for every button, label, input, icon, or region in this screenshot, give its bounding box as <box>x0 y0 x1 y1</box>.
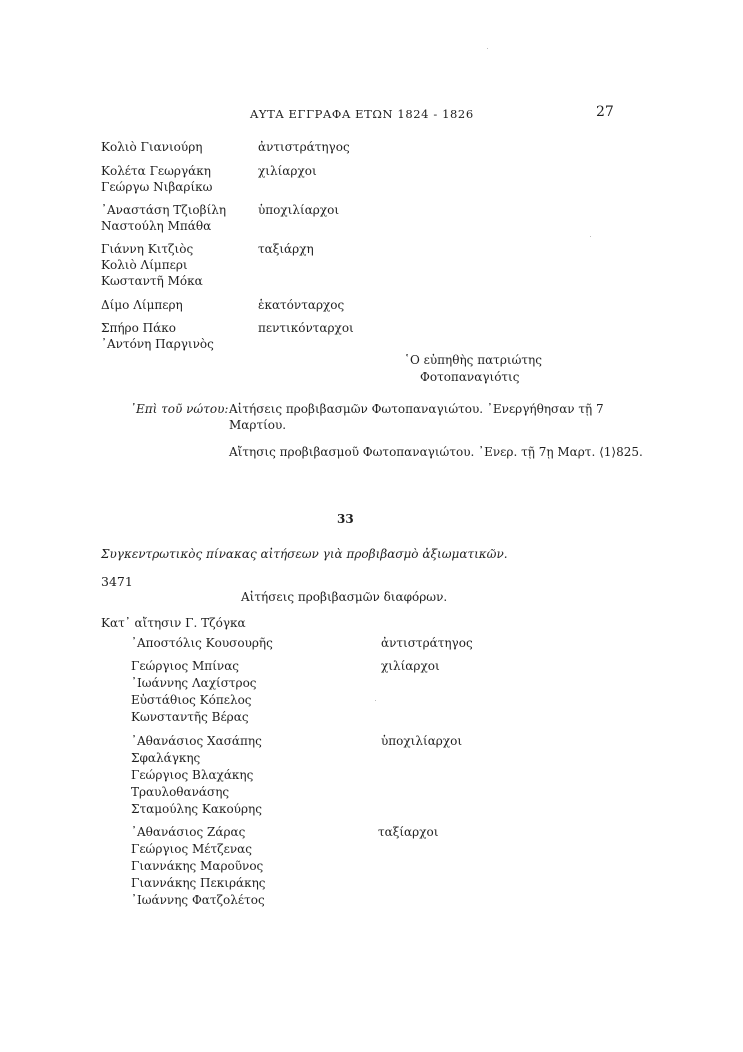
list1-name: Ναστούλη Μπάθα <box>101 219 212 233</box>
list2-name: Σφαλάγκης <box>131 751 201 765</box>
list2-rank: ταξίαρχοι <box>378 825 439 839</box>
list2-name: ᾿Ιωάννης Λαχίστρος <box>131 676 257 690</box>
list2-name: Γιαννάκης Πεκιράκης <box>131 876 266 890</box>
page-number: 27 <box>596 104 614 120</box>
list1-name: Κολιὸ Λίμπερι <box>101 258 188 272</box>
list2-name: ᾿Ιωάννης Φατζολέτος <box>131 893 265 907</box>
list1-name: Γεώργω Νιβαρίκω <box>101 180 213 194</box>
list1-name: ᾿Αντόνη Παργινὸς <box>101 337 214 351</box>
document-number: 3471 <box>101 574 133 589</box>
list2-name: Γιαννάκης Μαροῦνος <box>131 859 264 873</box>
verso-text-line-3: Αἴτησις προβιβασμοῦ Φωτοπαναγιώτου. ᾿Ενερ. τῇ 7ῃ Μαρτ. ⟨1⟩825. <box>229 445 643 459</box>
list1-name: Κολιὸ Γιανιούρη <box>101 140 203 154</box>
list2-name: Γεώργιος Βλαχάκης <box>131 768 254 782</box>
list2-name: Τραυλοθανάσης <box>131 785 230 799</box>
scan-speck <box>375 700 376 701</box>
signature-line-1: ῾Ο εὐπηθὴς πατριώτης <box>404 353 542 367</box>
list1-rank: χιλίαρχοι <box>258 164 317 178</box>
verso-label: ᾿Επὶ τοῦ νώτου: <box>130 402 229 416</box>
section-subtitle: Αἰτήσεις προβιβασμῶν διαφόρων. <box>241 590 448 604</box>
list1-name: Σπήρο Πάκο <box>101 321 176 335</box>
list1-rank: ταξιάρχη <box>258 242 314 256</box>
list2-name: Σταμούλης Κακούρης <box>131 802 262 816</box>
scan-speck <box>590 236 591 237</box>
list2-name: ᾿Αθανάσιος Ζάρας <box>131 825 246 839</box>
list1-name: Κωσταντῆ Μόκα <box>101 274 203 288</box>
section-title: Συγκεντρωτικὸς πίνακας αἰτήσεων γιὰ προβιβασμὸ ἀξιωματικῶν. <box>101 547 508 561</box>
list2-name: Κωνσταντῆς Βέρας <box>131 710 249 724</box>
list2-rank: ὑποχιλίαρχοι <box>381 734 463 748</box>
list2-name: Γεώργιος Μέτζενας <box>131 842 253 856</box>
list2-name: ᾿Αποστόλις Κουσουρῆς <box>131 636 273 650</box>
list1-name: ᾿Αναστάση Τζιοβίλη <box>101 203 227 217</box>
list1-rank: πεντικόνταρχοι <box>258 321 354 335</box>
list1-rank: ὑποχιλίαρχοι <box>258 203 340 217</box>
list2-name: ᾿Αθανάσιος Χασάπης <box>131 734 262 748</box>
list1-name: Δίμο Λίμπερη <box>101 298 183 312</box>
list1-rank: ἀντιστράτηγος <box>258 140 350 154</box>
list2-name: Εὐστάθιος Κόπελος <box>131 693 252 707</box>
verso-text-line-2: Μαρτίου. <box>229 418 287 432</box>
verso-text-line-1: Αἰτήσεις προβιβασμῶν Φωτοπαναγιώτου. ᾿Ενεργήθησαν τῇ 7 <box>229 402 604 416</box>
list2-name: Γεώργιος Μπίνας <box>131 659 240 673</box>
list2-rank: ἀντιστράτηγος <box>381 636 473 650</box>
section-number: 33 <box>337 512 354 526</box>
scan-speck <box>487 48 488 49</box>
list1-name: Γιάννη Κιτζιὸς <box>101 242 194 256</box>
signature-line-2: Φοτοπαναγιότις <box>420 370 520 384</box>
list2-rank: χιλίαρχοι <box>381 659 440 673</box>
request-by: Κατ᾿ αἴτησιν Γ. Τζόγκα <box>101 616 246 630</box>
running-header-title: ΑΥΤΑ ΕΓΓΡΑΦΑ ΕΤΩΝ 1824 - 1826 <box>250 107 474 121</box>
list1-name: Κολέτα Γεωργάκη <box>101 164 211 178</box>
list1-rank: ἑκατόνταρχος <box>258 298 345 312</box>
